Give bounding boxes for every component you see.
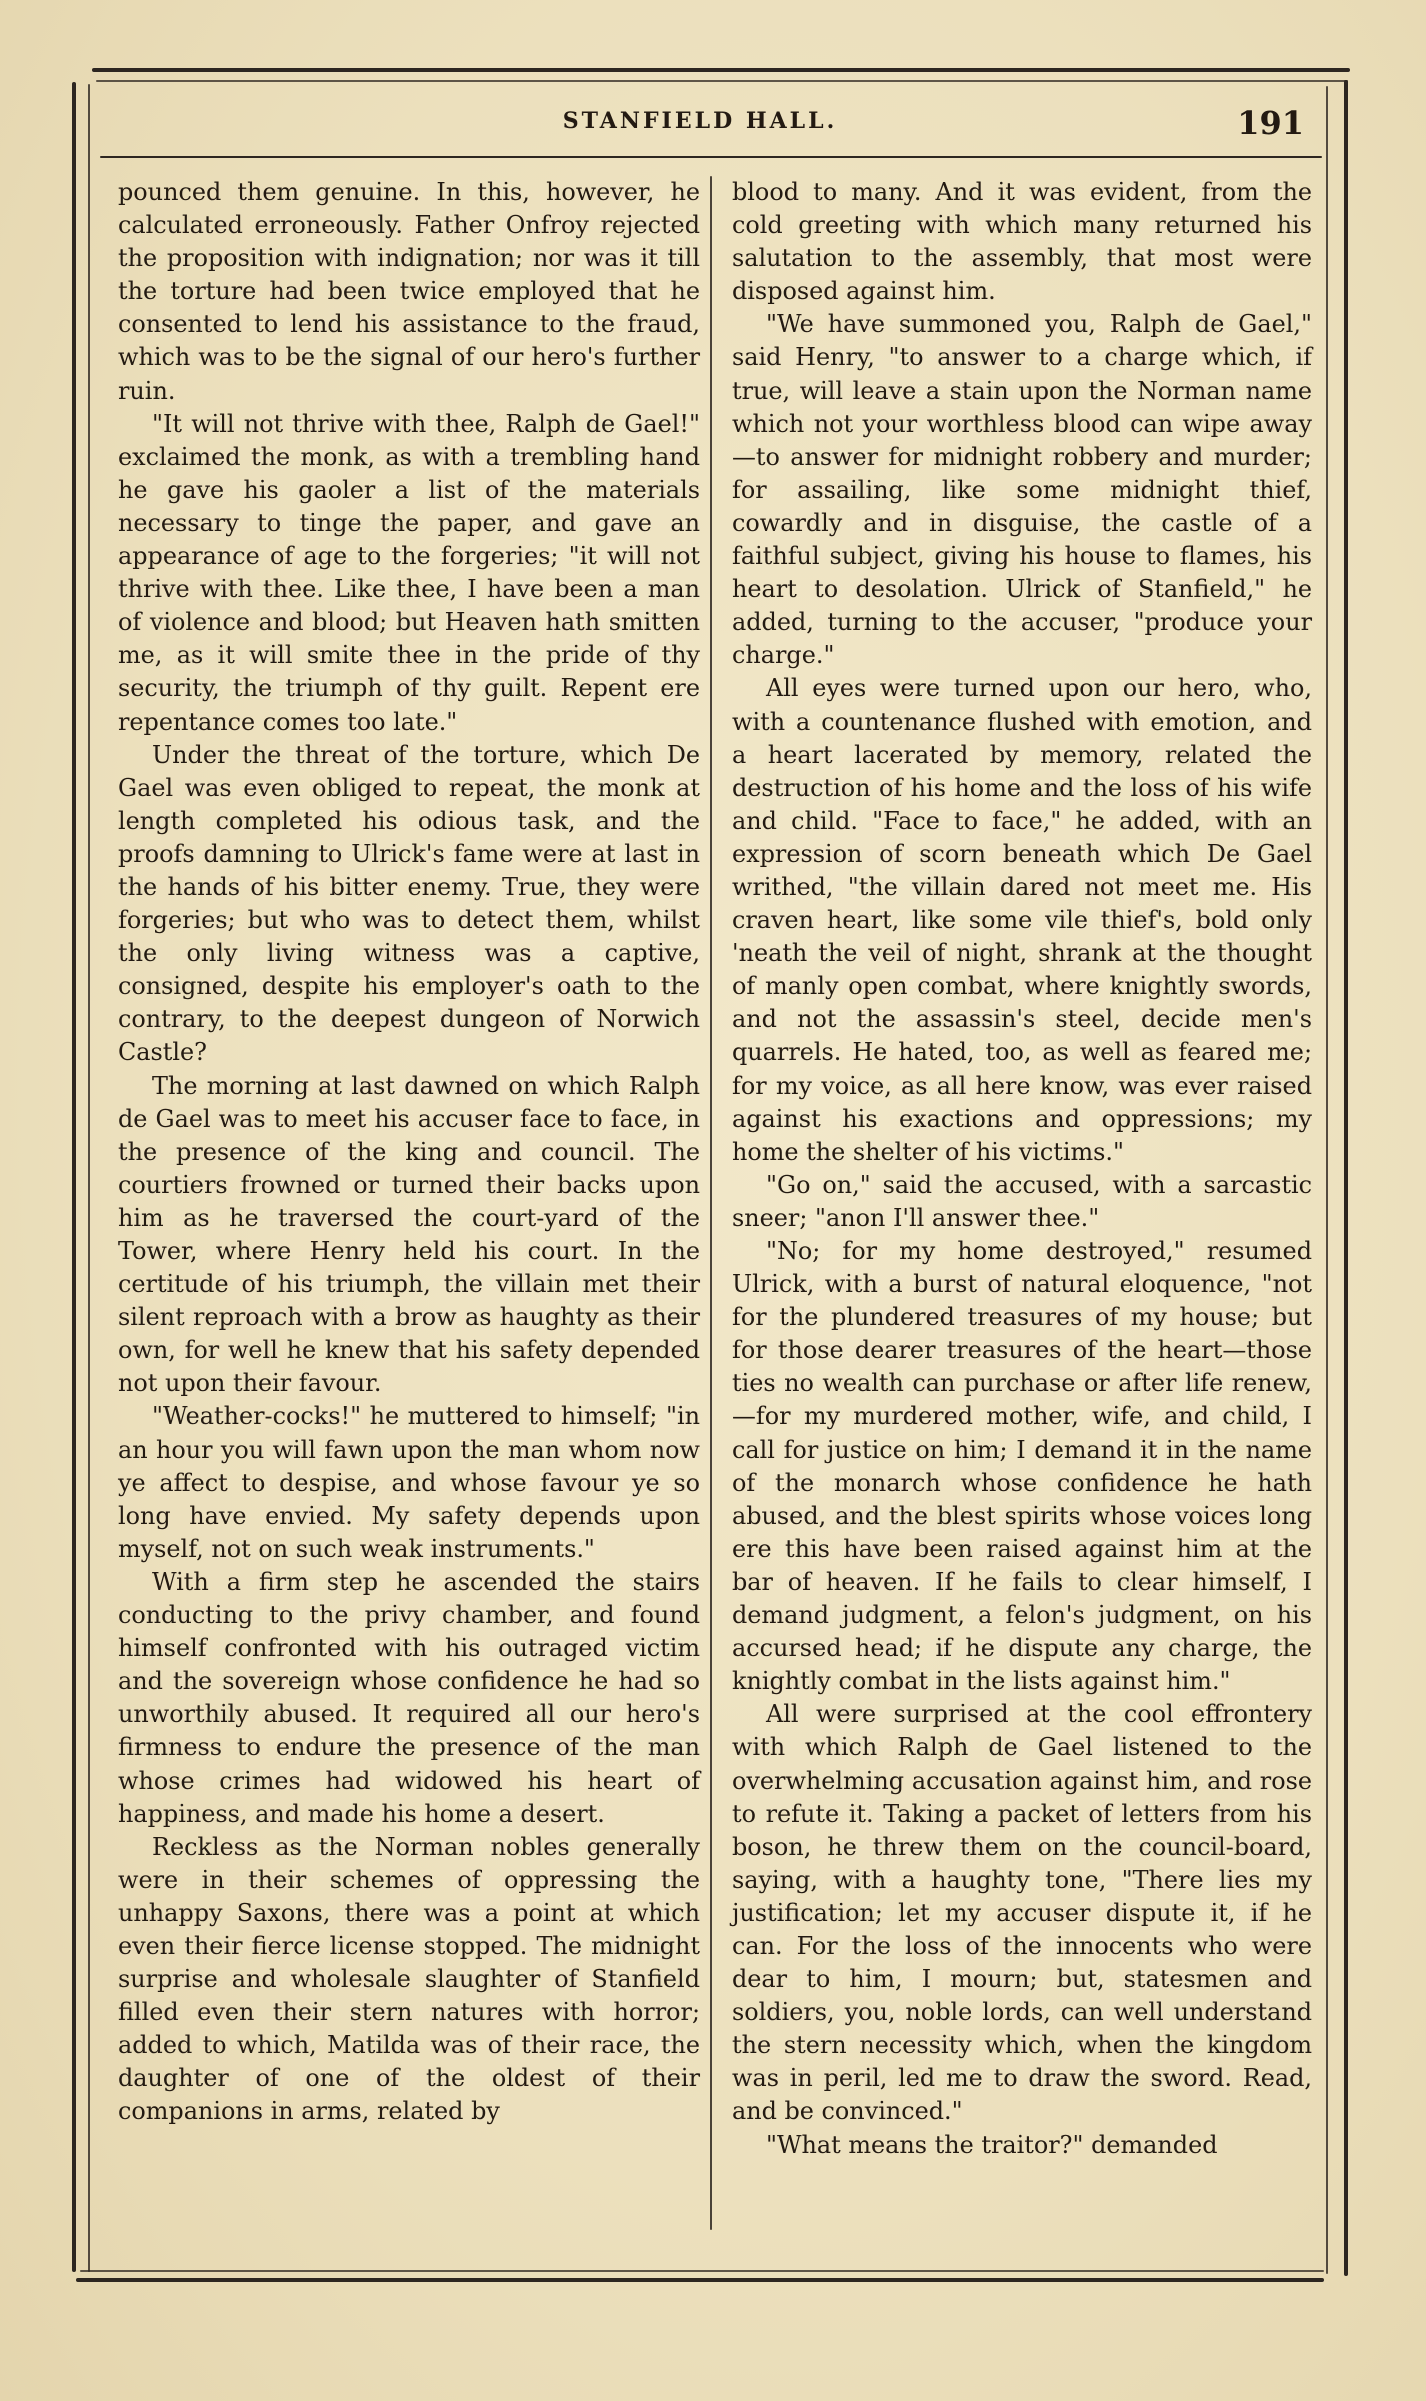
right-inner-rule (1326, 86, 1328, 2274)
top-inner-rule (96, 80, 1348, 82)
paragraph: blood to many. And it was evident, from the cold greeting with which many returned his salutation to the assembly, that most were disposed against him. (732, 178, 1312, 306)
paragraph: pounced them genuine. In this, however, he calculated erroneously. Father Onfroy rejected the proposition with indignation; nor was it till the torture had been twice employed that he consented to lend his assistance to the fraud, which was to be the signal of our hero's further ruin. (118, 178, 700, 405)
left-column (118, 176, 700, 2129)
paragraph: "Go on," said the accused, with a sarcastic sneer; "anon I'll answer thee." (732, 1170, 1312, 1232)
left-inner-rule (88, 84, 90, 2272)
paragraph: Under the threat of the torture, which De Gael was even obliged to repeat, the monk at length completed his odious task, and the proofs damning to Ulrick's fame were at last in the hands of his bitter enemy. True, they were forgeries; but who was to detect them, whilst the only living witness was a captive, consigned, despite his employer's oath to the contrary, to the deepest dungeon of Norwich Castle? (118, 740, 700, 1067)
paragraph: Reckless as the Norman nobles generally were in their schemes of oppressing the unhappy Saxons, there was a point at which even their fierce license stopped. The midnight surprise and wholesale slaughter of Stanfield filled even their stern natures with horror; added to which, Matilda was of their race, the daughter of one of the oldest of their companions in arms, related by (118, 1832, 700, 2126)
header-rule (100, 156, 1322, 158)
paragraph: "What means the traitor?" demanded (766, 2130, 1218, 2159)
right-column (732, 176, 1312, 2162)
left-border-rule (72, 82, 76, 2272)
paragraph: All eyes were turned upon our hero, who, with a countenance flushed with emotion, and a heart lacerated by memory, related the destruction of his home and the loss of his wife and child. "Face to face," he added, with an expression of scorn beneath which De Gael writhed, "the villain dared not meet me. His craven heart, like some vile thief's, bold only 'neath the veil of night, shrank at the thought of manly open combat, where knightly swords, and not the assassin's steel, decide men's quarrels. He hated, too, as well as feared me; for my voice, as all here know, was ever raised against his exactions and oppressions; my home the shelter of his victims." (732, 674, 1312, 1166)
paragraph: "No; for my home destroyed," resumed Ulrick, with a burst of natural eloquence, "not for the plundered treasures of my house; but for those dearer treasures of the heart—those ties no wealth can purchase or after life renew,—for my murdered mother, wife, and child, I call for justice on him; I demand it in the name of the monarch whose confidence he hath abused, and the blest spirits whose voices long ere this have been raised against him at the bar of heaven. If he fails to clear himself, I demand judgment, a felon's judgment, on his accursed head; if he dispute any charge, the knightly combat in the lists against him." (732, 1237, 1312, 1696)
top-border-rule (92, 68, 1350, 72)
paragraph: All were surprised at the cool effrontery with which Ralph de Gael listened to the overwhelming accusation against him, and rose to refute it. Taking a packet of letters from his boson, he threw them on the council-board, saying, with a haughty tone, "There lies my justification; let my accuser dispute it, if he can. For the loss of the innocents who were dear to him, I mourn; but, statesmen and soldiers, you, noble lords, can well understand the stern necessity which, when the kingdom was in peril, led me to draw the sword. Read, and be convinced." (732, 1700, 1312, 2126)
bottom-inner-rule (80, 2270, 1324, 2272)
paragraph: With a firm step he ascended the stairs conducting to the privy chamber, and found himself confronted with his outraged victim and the sovereign whose confidence he had so unworthily abused. It required all our hero's firmness to endure the presence of the man whose crimes had widowed his heart of happiness, and made his home a desert. (118, 1567, 700, 1828)
paragraph: "Weather-cocks!" he muttered to himself; "in an hour you will fawn upon the man whom now ye affect to despise, and whose favour ye so long have envied. My safety depends upon myself, not on such weak instruments." (118, 1402, 700, 1563)
running-title: STANFIELD HALL. (562, 108, 838, 134)
paragraph: "We have summoned you, Ralph de Gael," said Henry, "to answer to a charge which, if true, will leave a stain upon the Norman name which not your worthless blood can wipe away—to answer for midnight robbery and murder; for assailing, like some midnight thief, cowardly and in disguise, the castle of a faithful subject, giving his house to flames, his heart to desolation. Ulrick of Stanfield," he added, turning to the accuser, "produce your charge." (732, 310, 1312, 670)
bottom-border-rule (76, 2278, 1324, 2282)
paragraph: "It will not thrive with thee, Ralph de Gael!" exclaimed the monk, as with a trembling hand he gave his gaoler a list of the materials necessary to tinge the paper, and gave an appearance of age to the forgeries; "it will not thrive with thee. Like thee, I have been a man of violence and blood; but Heaven hath smitten me, as it will smite thee in the pride of thy security, the triumph of thy guilt. Repent ere repentance comes too late." (118, 409, 700, 736)
right-border-rule (1344, 80, 1348, 2276)
page-number: 191 (1237, 104, 1304, 142)
column-divider (710, 176, 712, 2230)
paragraph: The morning at last dawned on which Ralph de Gael was to meet his accuser face to face, in the presence of the king and council. The courtiers frowned or turned their backs upon him as he traversed the court-yard of the Tower, where Henry held his court. In the certitude of his triumph, the villain met their silent reproach with a brow as haughty as their own, for well he knew that his safety depended not upon their favour. (118, 1071, 700, 1398)
